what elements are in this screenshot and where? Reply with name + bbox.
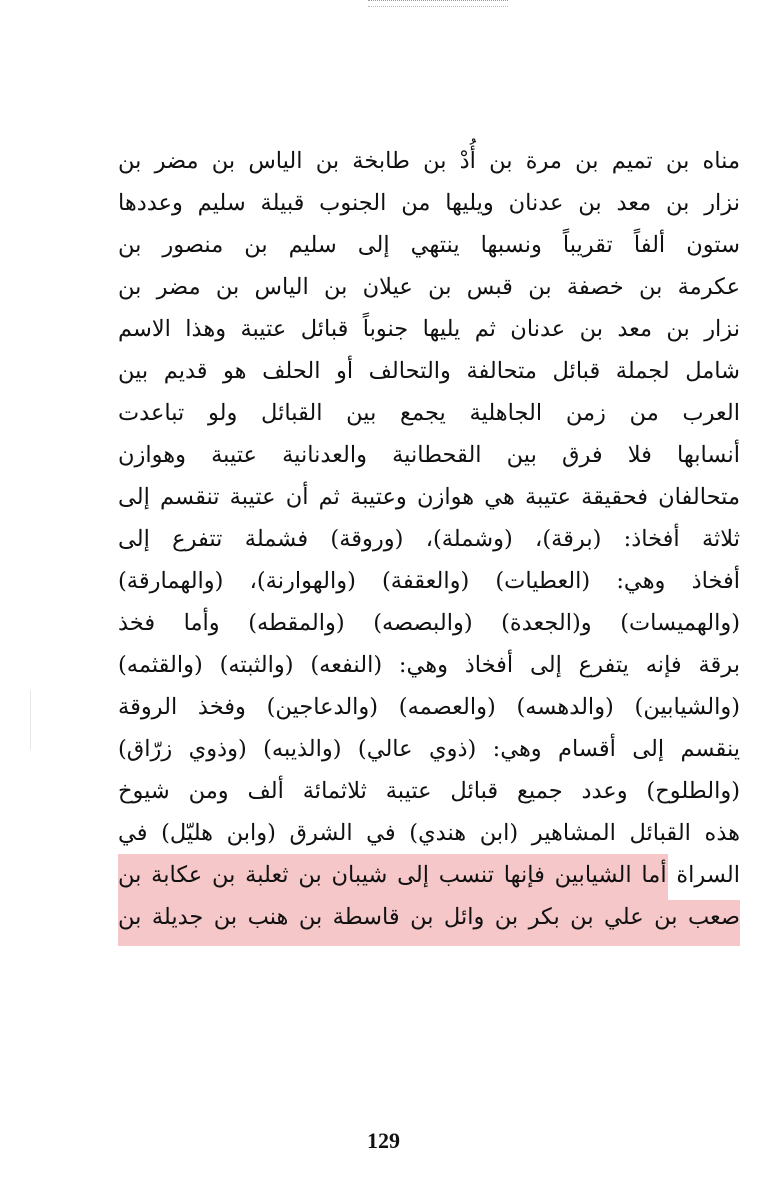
text-line: عكرمة بن خصفة بن قبس بن عيلان بن الياس بن مضر بن (118, 274, 740, 300)
text-line: (والشيابين) (والدهسه) (والعصمه) (والدعاجين) وفخذ الروقة (118, 694, 740, 720)
text-line: شامل لجملة قبائل متحالفة والتحالف أو الحلف هو قديم بين (118, 358, 740, 384)
text-line: العرب من زمن الجاهلية يجمع بين القبائل ولو تباعدت (118, 400, 740, 426)
text-line: نزار بن معد بن عدنان ويليها من الجنوب قبيلة سليم وعددها (118, 190, 740, 216)
text-line: مناه بن تميم بن مرة بن أُدْ بن طابخة بن الياس بن مضر بن (118, 148, 740, 174)
text-line: نزار بن معد بن عدنان ثم يليها جنوباً قبائل عتيبة وهذا الاسم (118, 316, 740, 342)
header-rule (368, 0, 508, 7)
text-line: متحالفان فحقيقة عتيبة هي هوازن وعتيبة ثم أن عتيبة تنقسم إلى (118, 484, 740, 510)
page-number: 129 (367, 1128, 400, 1153)
text-line: السراة أما الشيابين فإنها تنسب إلى شيبان بن ثعلبة بن عكابة بن (118, 862, 740, 888)
text-line: ستون ألفاً تقريباً ونسبها ينتهي إلى سليم بن منصور بن (118, 232, 740, 258)
text-line: أنسابها فلا فرق بين القحطانية والعدنانية عتيبة وهوازن (118, 442, 740, 468)
text-line: صعب بن علي بن بكر بن وائل بن قاسطة بن هنب بن جديلة بن (118, 904, 740, 930)
text-line: هذه القبائل المشاهير (ابن هندي) في الشرق (وابن هليّل) في (118, 820, 740, 846)
text-line: (والطلوح) وعدد جميع قبائل عتيبة ثلاثمائة ألف ومن شيوخ (118, 778, 740, 804)
text-line: ثلاثة أفخاذ: (برقة)، (وشملة)، (وروقة) فشملة تتفرع إلى (118, 526, 740, 552)
text-line: أفخاذ وهي: (العطيات) (والعقفة) (والهوارنة)، (والهمارقة) (118, 568, 740, 594)
page-body (118, 140, 740, 938)
text-line: (والهميسات) و(الجعدة) (والبصصه) (والمقطه) وأما فخذ (118, 610, 740, 636)
text-line: برقة فإنه يتفرع إلى أفخاذ وهي: (النفعه) (والثبته) (والقثمه) (118, 652, 740, 678)
text-line: ينقسم إلى أقسام وهي: (ذوي عالي) (والذيبه) (وذوي زرّاق) (118, 736, 740, 762)
margin-mark (30, 690, 31, 750)
